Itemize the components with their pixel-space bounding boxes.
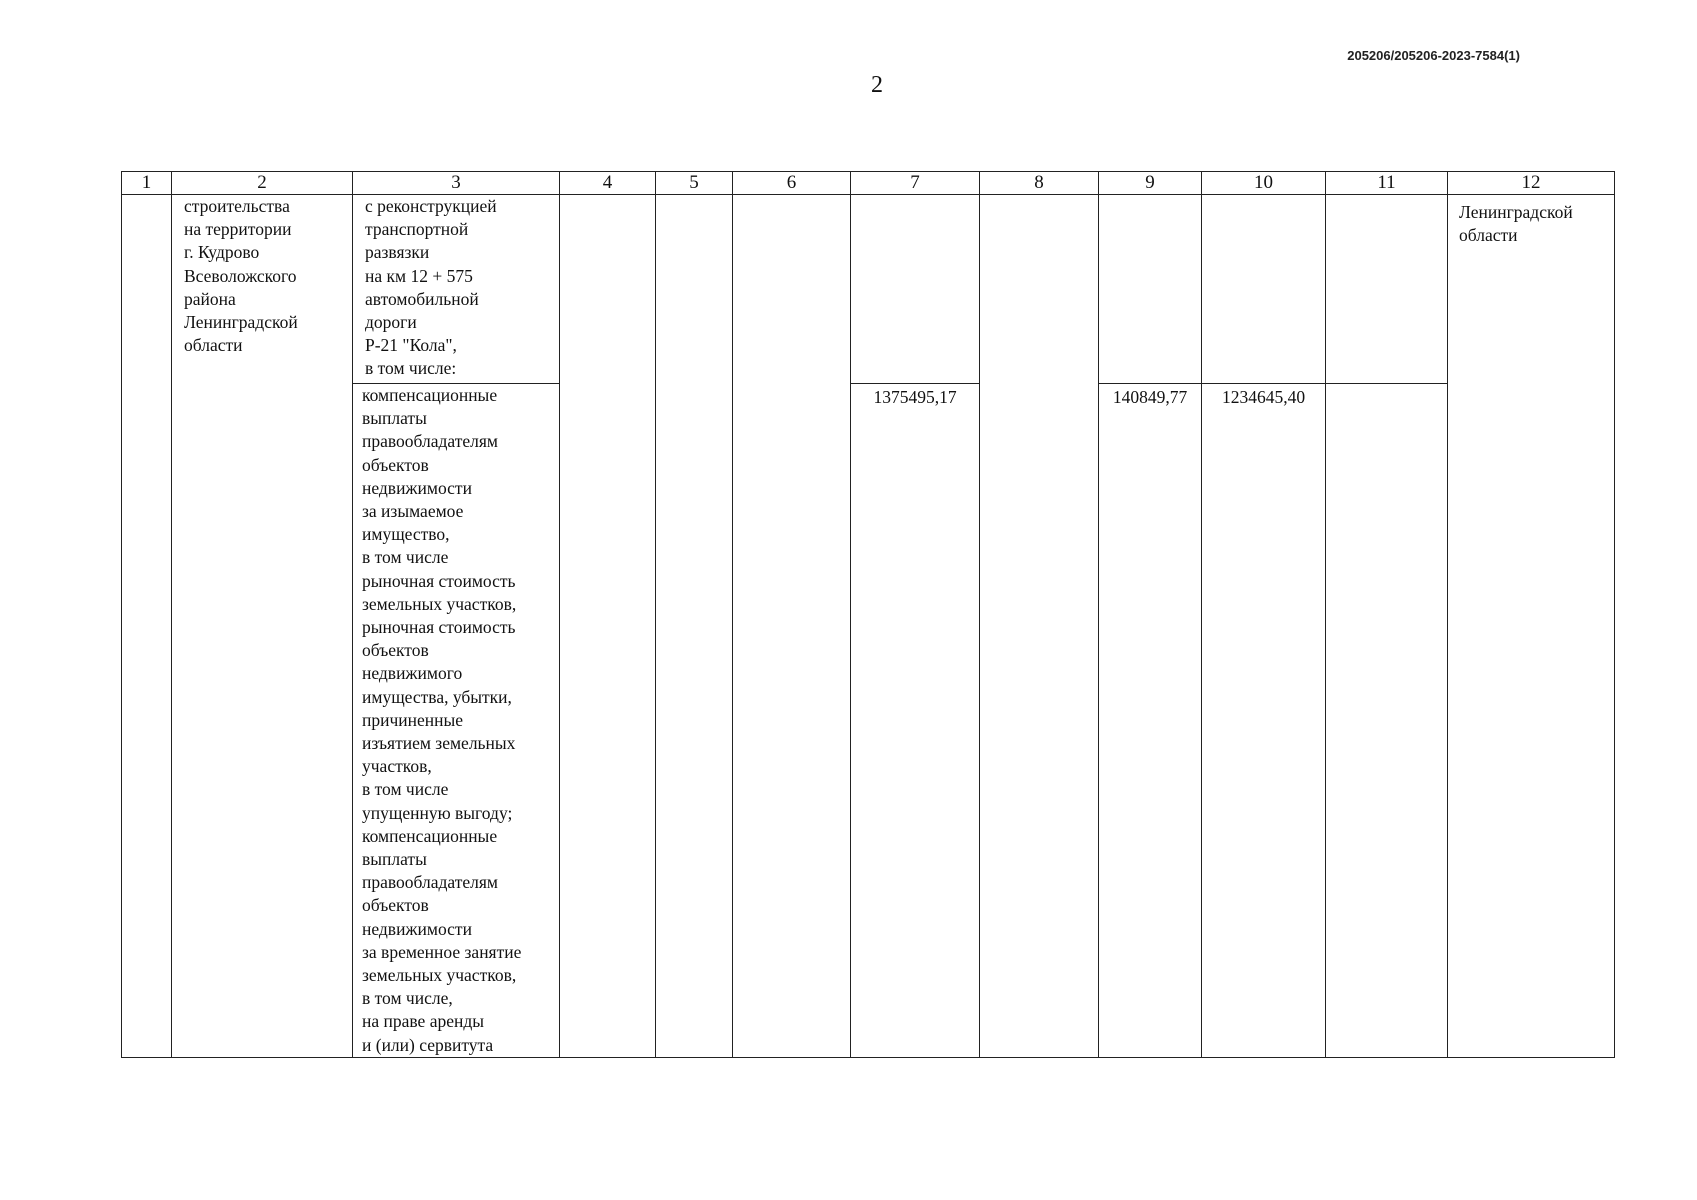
data-table [121, 171, 1615, 1058]
header-cell-4: 4 [560, 172, 656, 195]
cell-compensation-description: компенсационные выплаты правообладателям объектов недвижимости за изымаемое имущество, в том числе рыночная стоимость земельных участков, рыночная стоимость объектов недвижимого имущества, убытки, причиненные изъятием земельных участков, в том числе упущенную выгоду; компенсационные выплаты правообладателям объектов недвижимости за временное занятие земельных участков, в том числе, на праве аренды и (или) сервитута [353, 384, 560, 1058]
cell-region: Ленинградской области [1448, 195, 1615, 1058]
cell-object-location: строительства на территории г. Кудрово Всеволожского района Ленинградской области [172, 195, 353, 1058]
header-cell-11: 11 [1326, 172, 1448, 195]
header-cell-9: 9 [1099, 172, 1202, 195]
cell-col6 [733, 195, 851, 1058]
cell-col5 [656, 195, 733, 1058]
header-cell-3: 3 [353, 172, 560, 195]
header-cell-1: 1 [122, 172, 172, 195]
cell-col11-top [1326, 195, 1448, 384]
cell-object-description: с реконструкцией транспортной развязки на км 12 + 575 автомобильной дороги Р-21 "Кола", в том числе: [353, 195, 560, 384]
header-cell-12: 12 [1448, 172, 1615, 195]
header-cell-10: 10 [1202, 172, 1326, 195]
cell-col4 [560, 195, 656, 1058]
header-cell-5: 5 [656, 172, 733, 195]
table-row [122, 195, 1615, 384]
document-id: 205206/205206-2023-7584(1) [1347, 48, 1520, 63]
cell-col1 [122, 195, 172, 1058]
cell-col7-top [851, 195, 980, 384]
cell-col10-value: 1234645,40 [1202, 384, 1326, 1058]
cell-col8 [980, 195, 1099, 1058]
cell-col10-top [1202, 195, 1326, 384]
header-row [122, 172, 1615, 195]
cell-col9-value: 140849,77 [1099, 384, 1202, 1058]
cell-col7-value: 1375495,17 [851, 384, 980, 1058]
cell-col11-bottom [1326, 384, 1448, 1058]
header-cell-2: 2 [172, 172, 353, 195]
header-cell-7: 7 [851, 172, 980, 195]
cell-col9-top [1099, 195, 1202, 384]
header-cell-6: 6 [733, 172, 851, 195]
page-number: 2 [871, 72, 883, 98]
header-cell-8: 8 [980, 172, 1099, 195]
